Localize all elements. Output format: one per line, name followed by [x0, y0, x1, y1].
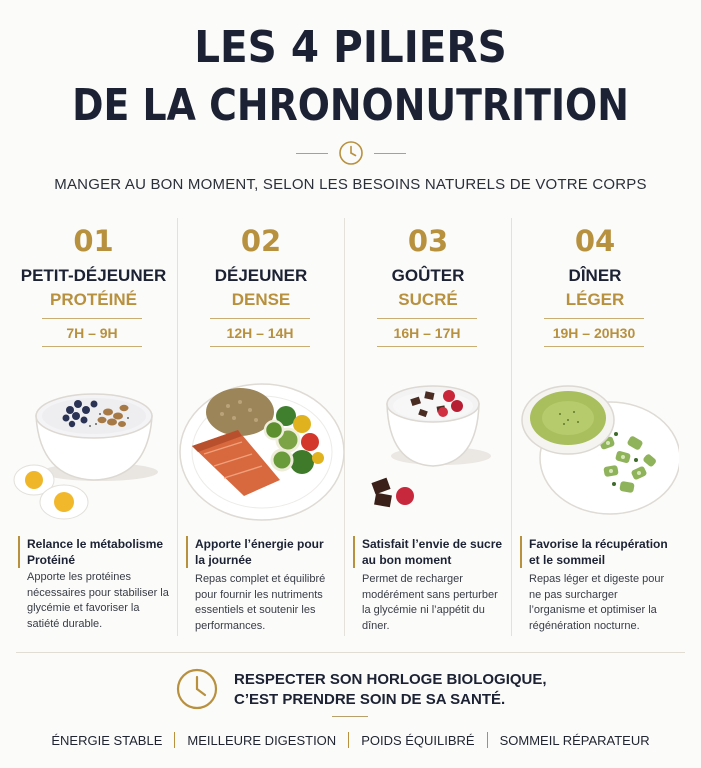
benefits-row: [0, 732, 701, 748]
page-subtitle: MANGER AU BON MOMENT, SELON LES BESOINS NATURELS DE VOTRE CORPS: [54, 176, 647, 193]
pillar-time: 16H – 17H: [377, 318, 477, 347]
benefit-item: POIDS ÉQUILIBRÉ: [361, 732, 475, 748]
pillar-meal: GOÛTER: [391, 266, 465, 285]
pillar-benefit-title: Apporte l’énergie pour la journée: [186, 536, 336, 568]
pillar-description: Repas complet et équilibré pour fournir les nutriments essentiels et soutenir les performances.: [195, 573, 326, 632]
benefit-separator: [348, 732, 349, 748]
pillars-grid: [10, 218, 691, 636]
clock-icon: [338, 140, 364, 166]
divider-line-right: [374, 153, 406, 154]
pillar-meal: DÉJEUNER: [214, 266, 308, 285]
clock-icon: [176, 668, 218, 710]
page-title-line1: LES 4 PILIERS: [194, 22, 507, 73]
pillar-benefit-title: Favorise la récupération et le sommeil: [520, 536, 670, 568]
footer-slogan: [234, 670, 547, 710]
salmon-plate-illustration: [178, 368, 345, 528]
pillar-number: 02: [240, 224, 282, 258]
benefit-separator: [487, 732, 488, 748]
pillar-time: 7H – 9H: [42, 318, 142, 347]
pillar-quality: LÉGER: [565, 290, 625, 309]
yogurt-chocolate-bowl-illustration: [345, 368, 512, 528]
page-title-line2: DE LA CHRONONUTRITION: [72, 80, 629, 131]
pillar-time: 19H – 20H30: [544, 318, 644, 347]
pillar-snack: [344, 218, 511, 636]
benefit-item: SOMMEIL RÉPARATEUR: [499, 732, 650, 748]
pillar-time: 12H – 14H: [210, 318, 310, 347]
divider-line-left: [296, 153, 328, 154]
footer-divider: [16, 652, 685, 653]
title-divider: [0, 140, 701, 166]
benefit-item: ÉNERGIE STABLE: [51, 732, 163, 748]
pillar-quality: DENSE: [231, 290, 291, 309]
pillar-quality: PROTÉINÉ: [50, 290, 137, 309]
pillar-benefit-title: Relance le métabolisme Protéiné: [18, 536, 168, 568]
pillar-number: 03: [407, 224, 449, 258]
pillar-description: Permet de recharger modérément sans perturber la glycémie ni l’appétit du dîner.: [362, 573, 498, 632]
pillar-quality: SUCRÉ: [398, 290, 458, 309]
soup-and-salad-illustration: [512, 368, 679, 528]
benefit-separator: [174, 732, 175, 748]
pillar-meal: DÎNER: [568, 266, 622, 285]
pillar-breakfast: [10, 218, 177, 636]
footer-slogan-line2: C’EST PRENDRE SOIN DE SA SANTÉ.: [234, 691, 506, 708]
slogan-underline: [332, 716, 368, 717]
pillar-dinner: [511, 218, 678, 636]
footer-slogan-line1: RESPECTER SON HORLOGE BIOLOGIQUE,: [234, 671, 547, 688]
pillar-meal: PETIT-DÉJEUNER: [20, 266, 167, 285]
yogurt-bowl-with-eggs-illustration: [10, 368, 177, 528]
benefit-item: MEILLEURE DIGESTION: [187, 732, 337, 748]
pillar-number: 01: [73, 224, 114, 258]
pillar-lunch: [177, 218, 344, 636]
pillar-number: 04: [574, 224, 616, 258]
pillar-description: Apporte les protéines nécessaires pour stabiliser la glycémie et favoriser la satiété durable.: [27, 571, 169, 630]
pillar-benefit-title: Satisfait l’envie de sucre au bon moment: [353, 536, 503, 568]
pillar-description: Repas léger et digeste pour ne pas surcharger l’organisme et optimiser la régénération nocturne.: [529, 573, 665, 632]
